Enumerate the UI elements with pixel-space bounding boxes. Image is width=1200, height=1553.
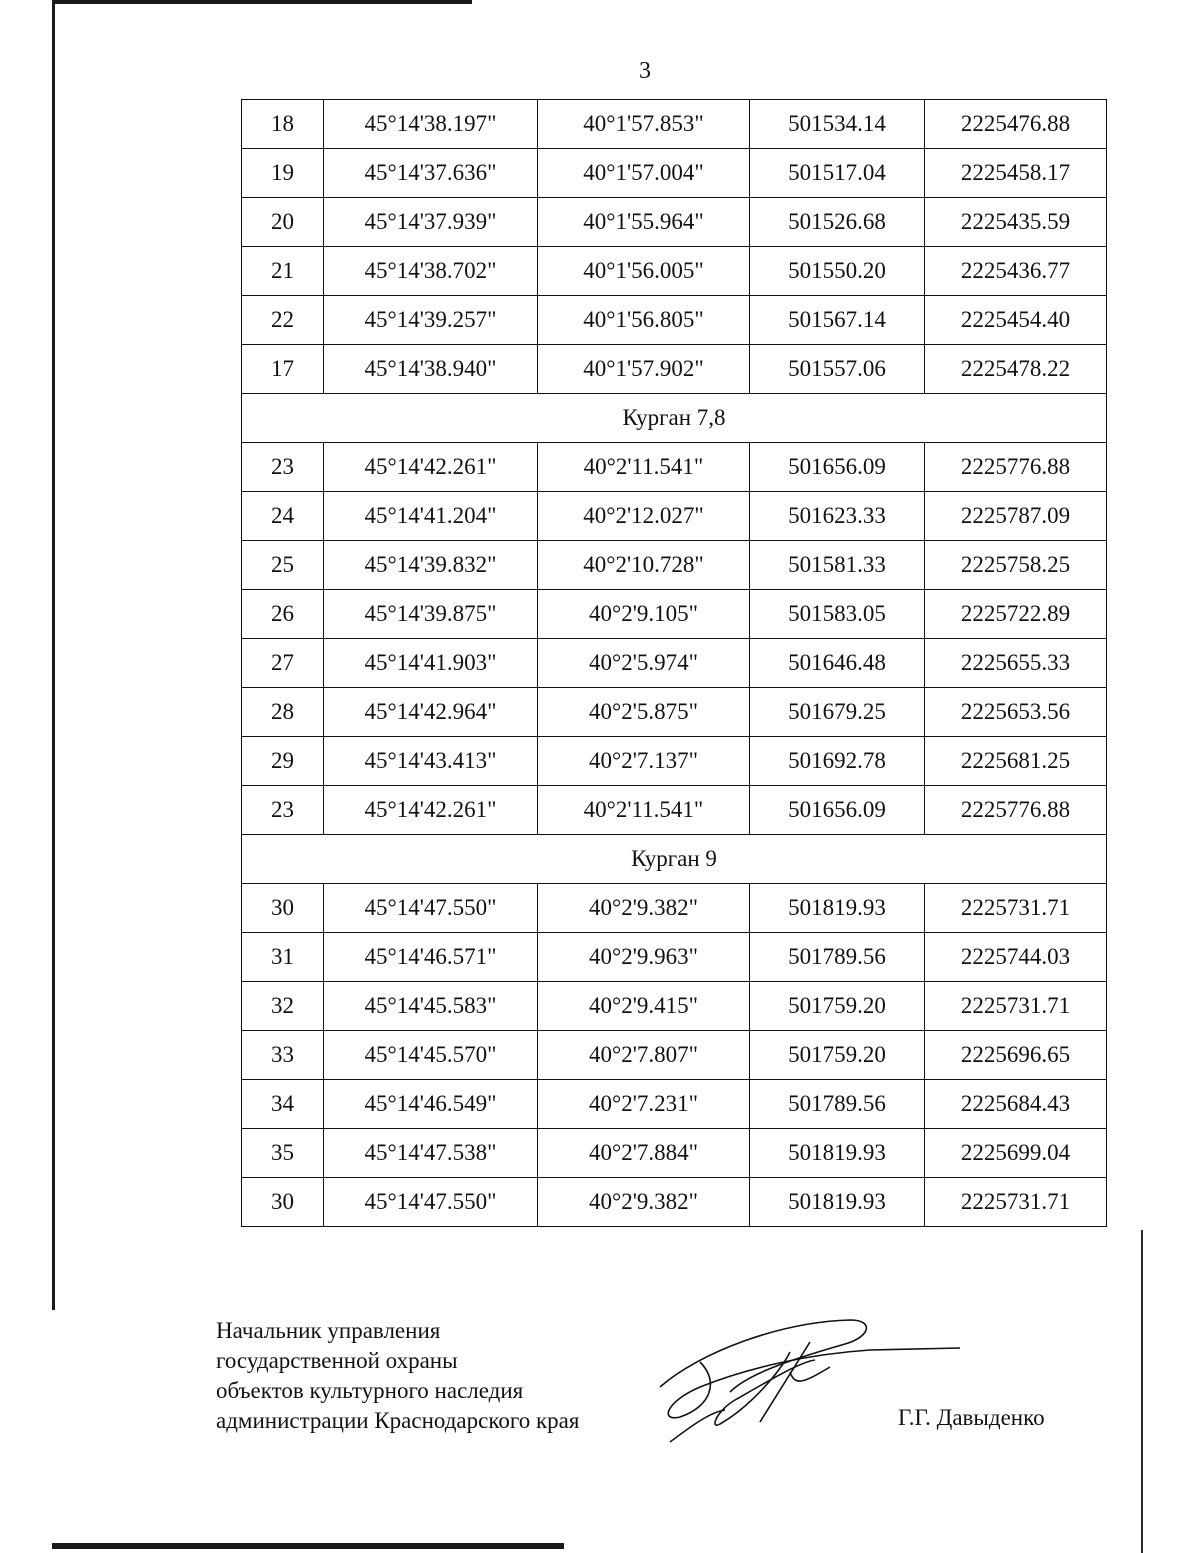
latitude-cell: 45°14'41.204" xyxy=(324,492,538,541)
x-coordinate-cell: 501557.06 xyxy=(750,345,925,394)
point-number-cell: 20 xyxy=(242,198,324,247)
y-coordinate-cell: 2225758.25 xyxy=(925,541,1107,590)
y-coordinate-cell: 2225722.89 xyxy=(925,590,1107,639)
point-number-cell: 22 xyxy=(242,296,324,345)
point-number-cell: 21 xyxy=(242,247,324,296)
point-number-cell: 27 xyxy=(242,639,324,688)
y-coordinate-cell: 2225731.71 xyxy=(925,884,1107,933)
section-header-row xyxy=(242,394,1107,443)
table-row xyxy=(242,443,1107,492)
y-coordinate-cell: 2225454.40 xyxy=(925,296,1107,345)
table-row xyxy=(242,198,1107,247)
point-number-cell: 29 xyxy=(242,737,324,786)
y-coordinate-cell: 2225655.33 xyxy=(925,639,1107,688)
table-row xyxy=(242,1031,1107,1080)
longitude-cell: 40°2'9.382" xyxy=(538,884,750,933)
latitude-cell: 45°14'45.583" xyxy=(324,982,538,1031)
latitude-cell: 45°14'39.832" xyxy=(324,541,538,590)
signatory-title-line: администрации Краснодарского края xyxy=(216,1408,580,1433)
point-number-cell: 19 xyxy=(242,149,324,198)
longitude-cell: 40°2'7.137" xyxy=(538,737,750,786)
y-coordinate-cell: 2225684.43 xyxy=(925,1080,1107,1129)
x-coordinate-cell: 501819.93 xyxy=(750,1129,925,1178)
table-row xyxy=(242,1129,1107,1178)
x-coordinate-cell: 501526.68 xyxy=(750,198,925,247)
section-header-row xyxy=(242,835,1107,884)
x-coordinate-cell: 501819.93 xyxy=(750,1178,925,1227)
y-coordinate-cell: 2225731.71 xyxy=(925,1178,1107,1227)
x-coordinate-cell: 501679.25 xyxy=(750,688,925,737)
x-coordinate-cell: 501789.56 xyxy=(750,933,925,982)
table-row xyxy=(242,737,1107,786)
longitude-cell: 40°2'10.728" xyxy=(538,541,750,590)
longitude-cell: 40°2'7.884" xyxy=(538,1129,750,1178)
y-coordinate-cell: 2225744.03 xyxy=(925,933,1107,982)
y-coordinate-cell: 2225653.56 xyxy=(925,688,1107,737)
longitude-cell: 40°2'5.974" xyxy=(538,639,750,688)
table-row xyxy=(242,541,1107,590)
latitude-cell: 45°14'38.702" xyxy=(324,247,538,296)
y-coordinate-cell: 2225478.22 xyxy=(925,345,1107,394)
x-coordinate-cell: 501789.56 xyxy=(750,1080,925,1129)
y-coordinate-cell: 2225458.17 xyxy=(925,149,1107,198)
y-coordinate-cell: 2225436.77 xyxy=(925,247,1107,296)
latitude-cell: 45°14'46.571" xyxy=(324,933,538,982)
latitude-cell: 45°14'38.940" xyxy=(324,345,538,394)
x-coordinate-cell: 501517.04 xyxy=(750,149,925,198)
point-number-cell: 30 xyxy=(242,884,324,933)
x-coordinate-cell: 501819.93 xyxy=(750,884,925,933)
longitude-cell: 40°2'7.807" xyxy=(538,1031,750,1080)
point-number-cell: 30 xyxy=(242,1178,324,1227)
table-row xyxy=(242,639,1107,688)
scan-edge-bottom xyxy=(52,1543,564,1549)
x-coordinate-cell: 501567.14 xyxy=(750,296,925,345)
latitude-cell: 45°14'42.261" xyxy=(324,786,538,835)
longitude-cell: 40°1'56.805" xyxy=(538,296,750,345)
point-number-cell: 23 xyxy=(242,786,324,835)
longitude-cell: 40°1'55.964" xyxy=(538,198,750,247)
point-number-cell: 18 xyxy=(242,100,324,149)
table-row xyxy=(242,1178,1107,1227)
latitude-cell: 45°14'43.413" xyxy=(324,737,538,786)
latitude-cell: 45°14'41.903" xyxy=(324,639,538,688)
x-coordinate-cell: 501550.20 xyxy=(750,247,925,296)
point-number-cell: 25 xyxy=(242,541,324,590)
longitude-cell: 40°2'12.027" xyxy=(538,492,750,541)
latitude-cell: 45°14'39.257" xyxy=(324,296,538,345)
signatory-title-line: объектов культурного наследия xyxy=(216,1378,524,1403)
table-row xyxy=(242,982,1107,1031)
table-row xyxy=(242,786,1107,835)
latitude-cell: 45°14'42.964" xyxy=(324,688,538,737)
x-coordinate-cell: 501759.20 xyxy=(750,982,925,1031)
signatory-title-line: государственной охраны xyxy=(216,1348,458,1373)
y-coordinate-cell: 2225681.25 xyxy=(925,737,1107,786)
table-row xyxy=(242,884,1107,933)
x-coordinate-cell: 501656.09 xyxy=(750,786,925,835)
longitude-cell: 40°1'56.005" xyxy=(538,247,750,296)
point-number-cell: 34 xyxy=(242,1080,324,1129)
y-coordinate-cell: 2225699.04 xyxy=(925,1129,1107,1178)
scan-edge-top xyxy=(52,0,472,4)
x-coordinate-cell: 501646.48 xyxy=(750,639,925,688)
longitude-cell: 40°2'11.541" xyxy=(538,443,750,492)
longitude-cell: 40°2'5.875" xyxy=(538,688,750,737)
point-number-cell: 23 xyxy=(242,443,324,492)
signatory-name: Г.Г. Давыденко xyxy=(898,1405,1045,1430)
longitude-cell: 40°2'9.963" xyxy=(538,933,750,982)
x-coordinate-cell: 501623.33 xyxy=(750,492,925,541)
table-row xyxy=(242,247,1107,296)
page-number: 3 xyxy=(639,58,651,84)
table-row xyxy=(242,345,1107,394)
y-coordinate-cell: 2225776.88 xyxy=(925,786,1107,835)
longitude-cell: 40°2'9.105" xyxy=(538,590,750,639)
latitude-cell: 45°14'46.549" xyxy=(324,1080,538,1129)
signatory-title-line: Начальник управления xyxy=(216,1318,441,1343)
longitude-cell: 40°1'57.902" xyxy=(538,345,750,394)
handwritten-signature xyxy=(640,1312,970,1452)
y-coordinate-cell: 2225476.88 xyxy=(925,100,1107,149)
longitude-cell: 40°1'57.853" xyxy=(538,100,750,149)
latitude-cell: 45°14'39.875" xyxy=(324,590,538,639)
latitude-cell: 45°14'42.261" xyxy=(324,443,538,492)
y-coordinate-cell: 2225696.65 xyxy=(925,1031,1107,1080)
table-row xyxy=(242,100,1107,149)
point-number-cell: 17 xyxy=(242,345,324,394)
y-coordinate-cell: 2225435.59 xyxy=(925,198,1107,247)
longitude-cell: 40°2'9.382" xyxy=(538,1178,750,1227)
point-number-cell: 33 xyxy=(242,1031,324,1080)
scan-edge-left xyxy=(52,0,55,1310)
table-row xyxy=(242,296,1107,345)
y-coordinate-cell: 2225787.09 xyxy=(925,492,1107,541)
latitude-cell: 45°14'37.636" xyxy=(324,149,538,198)
coordinates-table xyxy=(241,99,1107,1227)
x-coordinate-cell: 501583.05 xyxy=(750,590,925,639)
table-row xyxy=(242,590,1107,639)
table-row xyxy=(242,1080,1107,1129)
longitude-cell: 40°2'7.231" xyxy=(538,1080,750,1129)
x-coordinate-cell: 501534.14 xyxy=(750,100,925,149)
scan-edge-right xyxy=(1141,1230,1143,1553)
point-number-cell: 28 xyxy=(242,688,324,737)
x-coordinate-cell: 501581.33 xyxy=(750,541,925,590)
longitude-cell: 40°2'9.415" xyxy=(538,982,750,1031)
x-coordinate-cell: 501656.09 xyxy=(750,443,925,492)
latitude-cell: 45°14'47.550" xyxy=(324,884,538,933)
point-number-cell: 32 xyxy=(242,982,324,1031)
point-number-cell: 26 xyxy=(242,590,324,639)
x-coordinate-cell: 501759.20 xyxy=(750,1031,925,1080)
latitude-cell: 45°14'45.570" xyxy=(324,1031,538,1080)
y-coordinate-cell: 2225731.71 xyxy=(925,982,1107,1031)
latitude-cell: 45°14'37.939" xyxy=(324,198,538,247)
x-coordinate-cell: 501692.78 xyxy=(750,737,925,786)
table-row xyxy=(242,492,1107,541)
point-number-cell: 24 xyxy=(242,492,324,541)
point-number-cell: 31 xyxy=(242,933,324,982)
section-title: Курган 9 xyxy=(242,835,1107,884)
table-row xyxy=(242,688,1107,737)
longitude-cell: 40°2'11.541" xyxy=(538,786,750,835)
latitude-cell: 45°14'47.550" xyxy=(324,1178,538,1227)
latitude-cell: 45°14'47.538" xyxy=(324,1129,538,1178)
table-row xyxy=(242,149,1107,198)
point-number-cell: 35 xyxy=(242,1129,324,1178)
section-title: Курган 7,8 xyxy=(242,394,1107,443)
y-coordinate-cell: 2225776.88 xyxy=(925,443,1107,492)
table-row xyxy=(242,933,1107,982)
longitude-cell: 40°1'57.004" xyxy=(538,149,750,198)
signatory-title xyxy=(216,1316,579,1436)
latitude-cell: 45°14'38.197" xyxy=(324,100,538,149)
